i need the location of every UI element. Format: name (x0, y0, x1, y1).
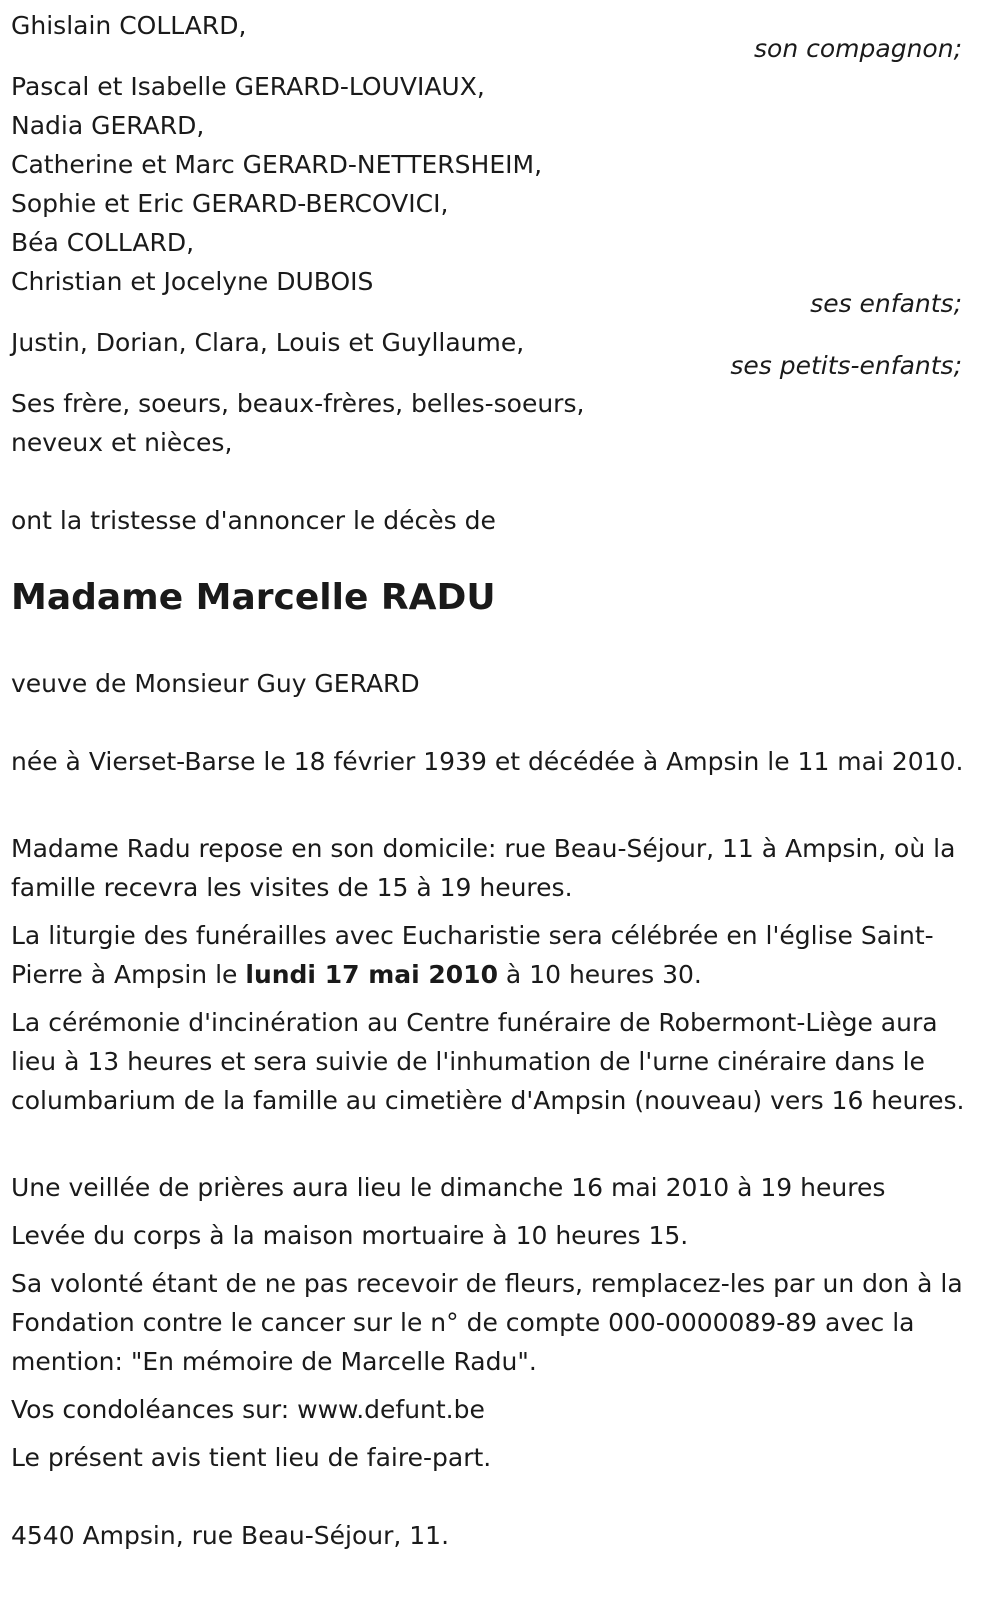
repose-paragraph: Madame Radu repose en son domicile: rue Beau-Séjour, 11 à Ampsin, où la famille recevra les visites de 15 à 19 heures. (11, 834, 956, 902)
siblings-line: Ses frère, soeurs, beaux-frères, belles-soeurs, (11, 389, 585, 418)
child-name: Pascal et Isabelle GERARD-LOUVIAUX, (11, 72, 485, 101)
notice-paragraph: Le présent avis tient lieu de faire-part. (11, 1443, 492, 1472)
child-name: Béa COLLARD, (11, 228, 195, 257)
announcement-text: ont la tristesse d'annoncer le décès de (11, 506, 496, 535)
address-line: 4540 Ampsin, rue Beau-Séjour, 11. (11, 1521, 450, 1550)
liturgy-text-end: à 10 heures 30. (497, 960, 702, 989)
vigil-paragraph: Une veillée de prières aura lieu le dimanche 16 mai 2010 à 19 heures (11, 1173, 886, 1202)
widow-of-text: veuve de Monsieur Guy GERARD (11, 669, 420, 698)
partner-role: son compagnon; (754, 34, 962, 63)
liturgy-paragraph (11, 916, 971, 994)
levee-paragraph: Levée du corps à la maison mortuaire à 10 heures 15. (11, 1221, 689, 1250)
cremation-paragraph: La cérémonie d'incinération au Centre funéraire de Robermont-Liège aura lieu à 13 heures et sera suivie de l'inhumation de l'urne cinéraire dans le columbarium de la famille au cimetière d'Ampsin (nouveau) vers 16 heures. (11, 1008, 965, 1115)
child-name: Christian et Jocelyne DUBOIS (11, 267, 374, 296)
grandchildren-names: Justin, Dorian, Clara, Louis et Guyllaume, (11, 328, 525, 357)
condolences-paragraph: Vos condoléances sur: www.defunt.be (11, 1395, 485, 1424)
deceased-name: Madame Marcelle RADU (11, 577, 496, 618)
children-role: ses enfants; (810, 289, 962, 318)
grandchildren-role: ses petits-enfants; (730, 351, 962, 380)
liturgy-date: lundi 17 mai 2010 (245, 960, 498, 989)
nephews-line: neveux et nièces, (11, 428, 233, 457)
child-name: Nadia GERARD, (11, 111, 205, 140)
liturgy-text-start: La liturgie des funérailles avec Eucharistie sera célébrée en l'église Saint-Pierre à Ampsin le (11, 921, 934, 989)
birth-death-paragraph: née à Vierset-Barse le 18 février 1939 et décédée à Ampsin le 11 mai 2010. (11, 747, 964, 776)
child-name: Catherine et Marc GERARD-NETTERSHEIM, (11, 150, 543, 179)
partner-name: Ghislain COLLARD, (11, 11, 247, 40)
child-name: Sophie et Eric GERARD-BERCOVICI, (11, 189, 449, 218)
flowers-paragraph: Sa volonté étant de ne pas recevoir de fleurs, remplacez-les par un don à la Fondation contre le cancer sur le n° de compte 000-0000089-89 avec la mention: "En mémoire de Marcelle Radu". (11, 1269, 963, 1376)
